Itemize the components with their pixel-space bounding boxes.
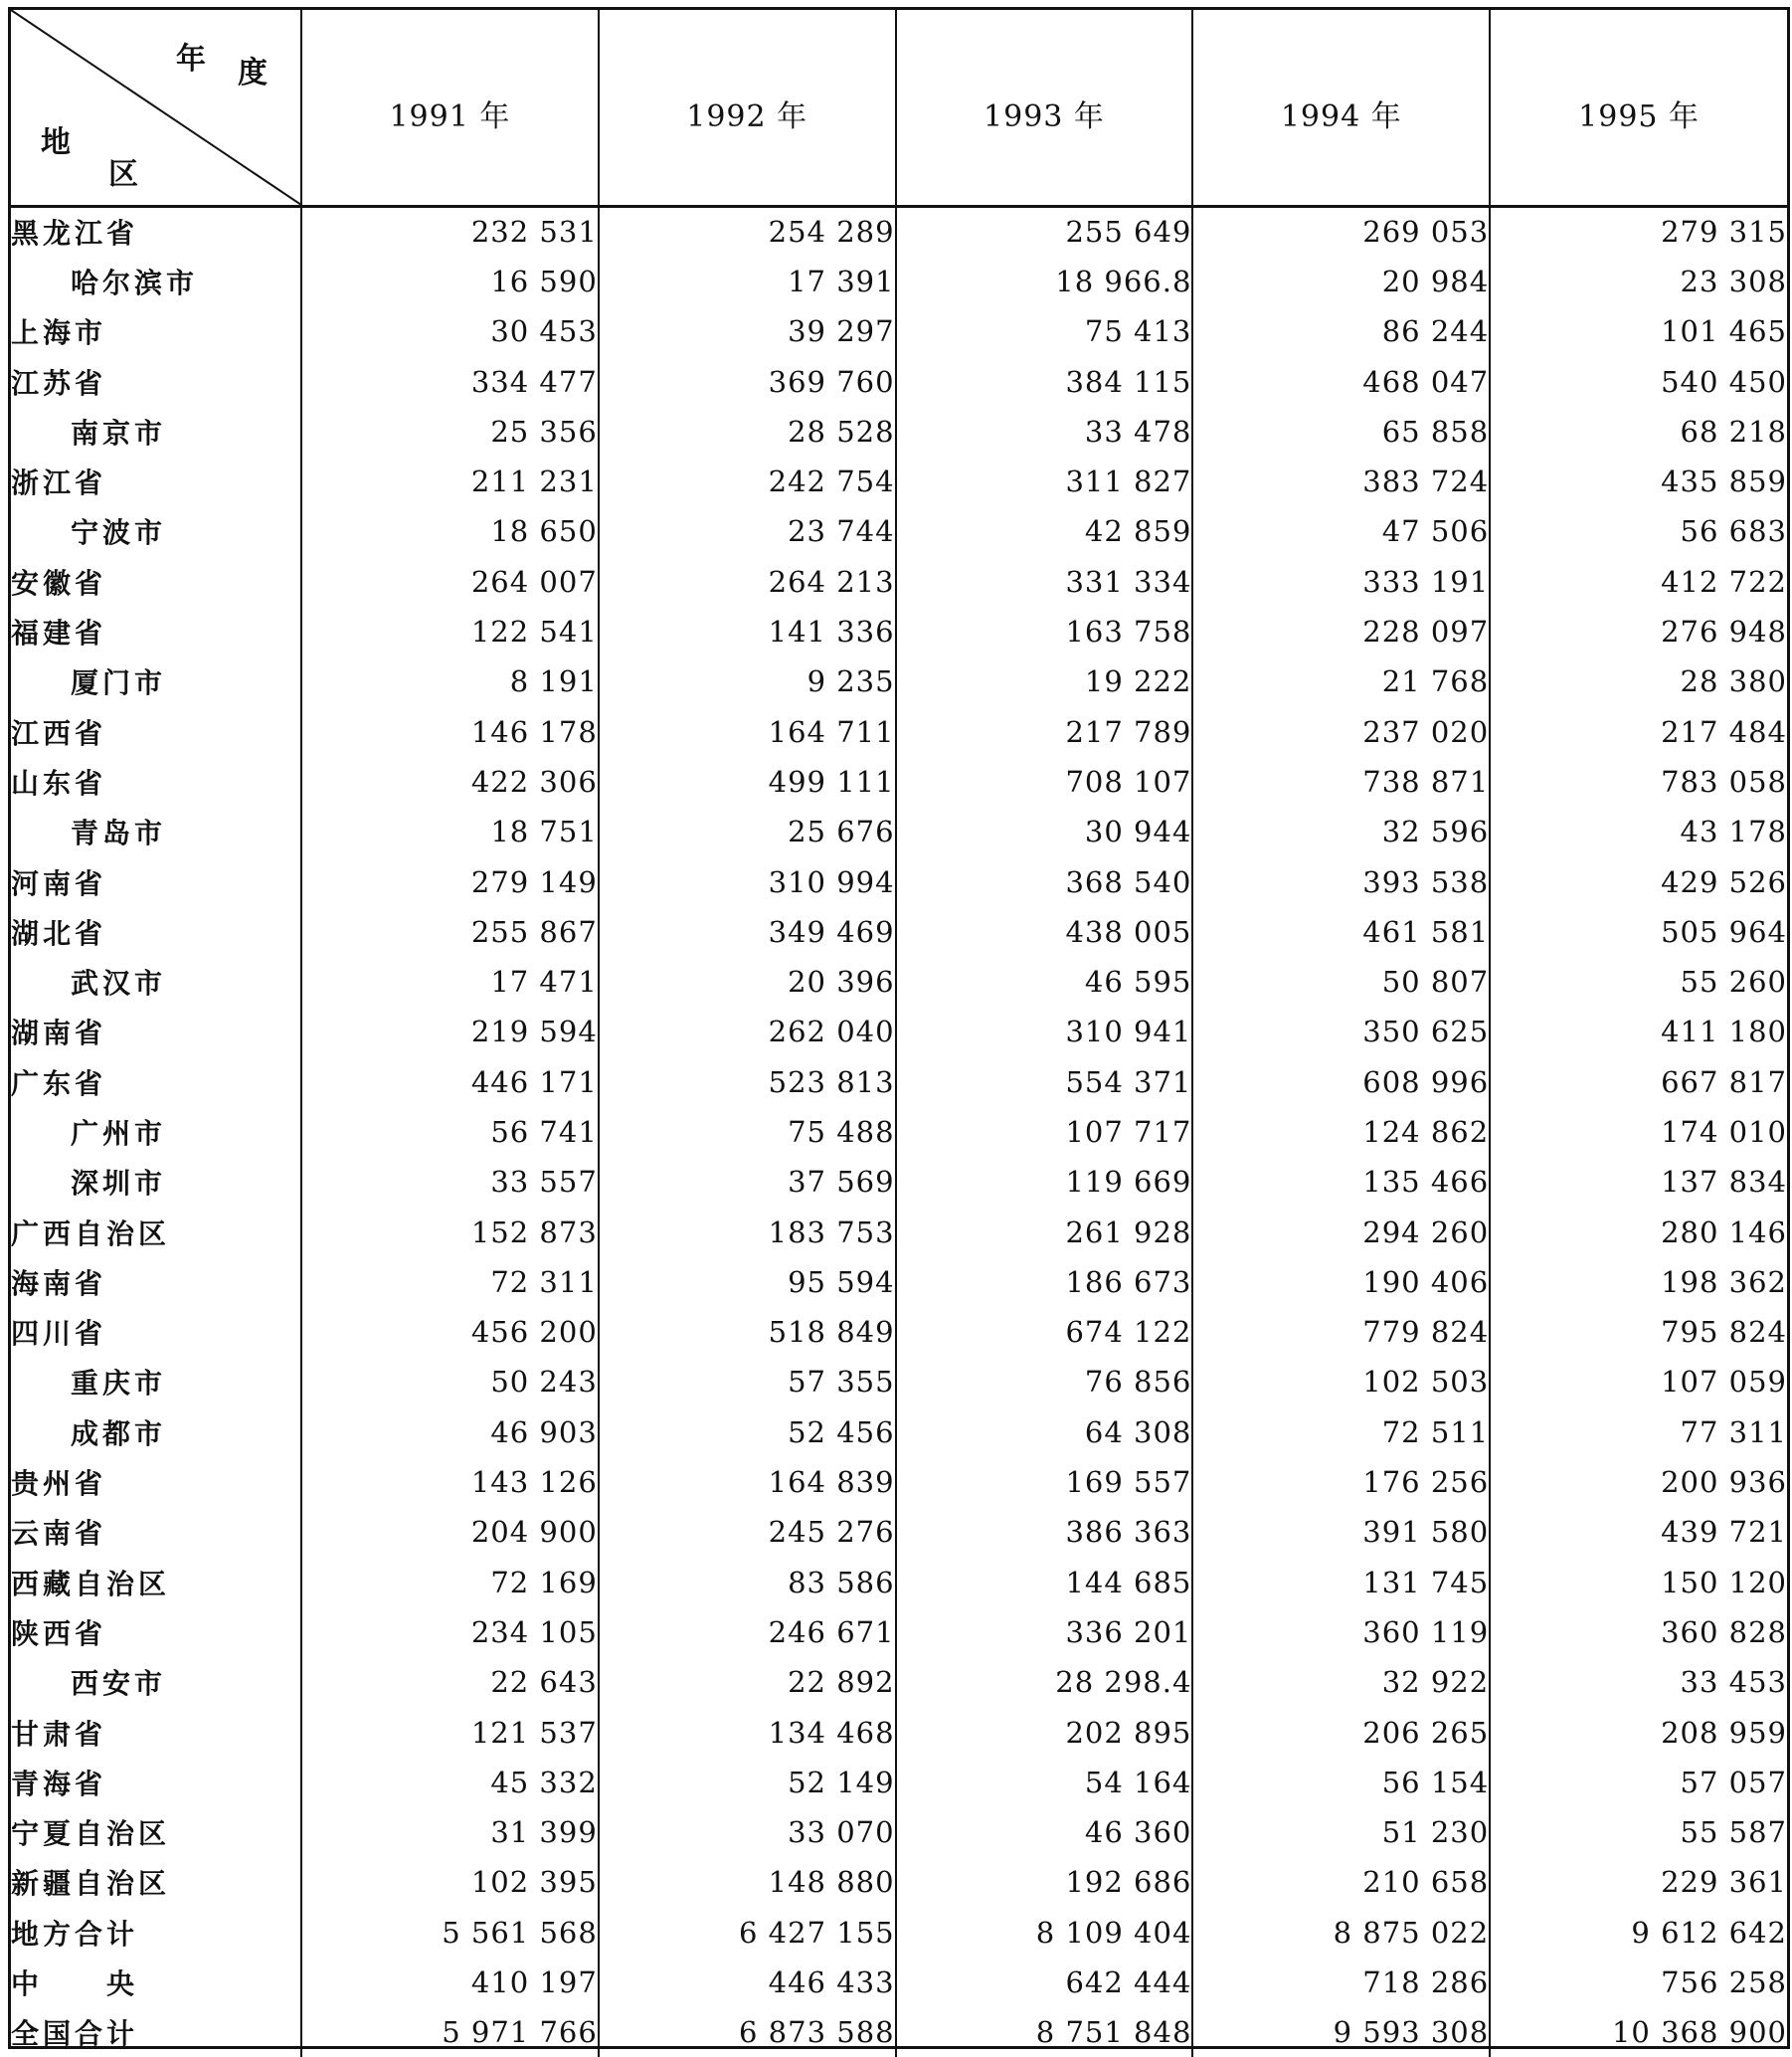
value-cell: 206 265	[1192, 1707, 1490, 1757]
table-row	[11, 257, 1787, 306]
value-cell: 20 984	[1192, 257, 1490, 306]
value-cell: 30 453	[301, 306, 599, 356]
year-header-1991	[301, 10, 599, 207]
value-cell: 9 593 308	[1192, 2007, 1490, 2057]
value-cell: 33 557	[301, 1157, 599, 1207]
value-cell: 505 964	[1490, 907, 1787, 957]
year-label: 1995 年	[1491, 10, 1787, 135]
value-cell: 37 569	[599, 1157, 896, 1207]
table-row	[11, 1857, 1787, 1907]
table-row	[11, 207, 1787, 257]
value-cell: 446 433	[599, 1958, 896, 2007]
table-row	[11, 1558, 1787, 1607]
value-cell: 176 256	[1192, 1457, 1490, 1507]
table-row	[11, 1057, 1787, 1107]
table-body	[11, 207, 1787, 2057]
value-cell: 152 873	[301, 1207, 599, 1256]
value-cell: 50 243	[301, 1357, 599, 1406]
value-cell: 756 258	[1490, 1958, 1787, 2007]
table-row	[11, 457, 1787, 506]
year-label: 1994 年	[1193, 10, 1489, 135]
value-cell: 19 222	[896, 656, 1193, 706]
region-name-cell: 武汉市	[11, 957, 301, 1007]
table-row	[11, 607, 1787, 656]
value-cell: 217 789	[896, 706, 1193, 756]
value-cell: 42 859	[896, 506, 1193, 556]
value-cell: 31 399	[301, 1807, 599, 1857]
value-cell: 795 824	[1490, 1307, 1787, 1357]
table-row	[11, 1457, 1787, 1507]
region-name-cell: 广西自治区	[11, 1207, 301, 1256]
table-row	[11, 907, 1787, 957]
value-cell: 446 171	[301, 1057, 599, 1107]
value-cell: 75 413	[896, 306, 1193, 356]
value-cell: 310 941	[896, 1007, 1193, 1056]
region-name-cell: 贵州省	[11, 1457, 301, 1507]
value-cell: 95 594	[599, 1257, 896, 1307]
value-cell: 264 007	[301, 557, 599, 607]
value-cell: 8 191	[301, 656, 599, 706]
value-cell: 76 856	[896, 1357, 1193, 1406]
value-cell: 22 643	[301, 1657, 599, 1707]
corner-year-label-2: 度	[238, 48, 268, 92]
value-cell: 255 649	[896, 207, 1193, 257]
value-cell: 192 686	[896, 1857, 1193, 1907]
value-cell: 72 311	[301, 1257, 599, 1307]
value-cell: 228 097	[1192, 607, 1490, 656]
value-cell: 141 336	[599, 607, 896, 656]
value-cell: 22 892	[599, 1657, 896, 1707]
region-name-cell: 全国合计	[11, 2007, 301, 2057]
table-row	[11, 1908, 1787, 1958]
value-cell: 122 541	[301, 607, 599, 656]
table-row	[11, 1707, 1787, 1757]
year-label: 1993 年	[897, 10, 1192, 135]
value-cell: 499 111	[599, 757, 896, 807]
table-row	[11, 1758, 1787, 1807]
value-cell: 554 371	[896, 1057, 1193, 1107]
value-cell: 237 020	[1192, 706, 1490, 756]
value-cell: 16 590	[301, 257, 599, 306]
table-row	[11, 1007, 1787, 1056]
value-cell: 540 450	[1490, 356, 1787, 406]
value-cell: 21 768	[1192, 656, 1490, 706]
value-cell: 86 244	[1192, 306, 1490, 356]
value-cell: 56 683	[1490, 506, 1787, 556]
value-cell: 779 824	[1192, 1307, 1490, 1357]
value-cell: 55 260	[1490, 957, 1787, 1007]
region-name-cell: 湖南省	[11, 1007, 301, 1056]
corner-region-label-1: 地	[41, 117, 71, 161]
value-cell: 56 741	[301, 1107, 599, 1157]
value-cell: 9 235	[599, 656, 896, 706]
table-row	[11, 706, 1787, 756]
value-cell: 43 178	[1490, 807, 1787, 856]
value-cell: 135 466	[1192, 1157, 1490, 1207]
region-name-cell: 西藏自治区	[11, 1558, 301, 1607]
region-name-cell: 宁波市	[11, 506, 301, 556]
value-cell: 18 650	[301, 506, 599, 556]
value-cell: 208 959	[1490, 1707, 1787, 1757]
value-cell: 186 673	[896, 1257, 1193, 1307]
year-header-1995	[1490, 10, 1787, 207]
value-cell: 25 676	[599, 807, 896, 856]
value-cell: 102 503	[1192, 1357, 1490, 1406]
value-cell: 72 169	[301, 1558, 599, 1607]
value-cell: 279 149	[301, 856, 599, 906]
region-name-cell: 山东省	[11, 757, 301, 807]
region-name-cell: 福建省	[11, 607, 301, 656]
region-name-cell: 陕西省	[11, 1607, 301, 1657]
table-row	[11, 1507, 1787, 1557]
region-name-cell: 云南省	[11, 1507, 301, 1557]
table-row	[11, 1257, 1787, 1307]
region-name-cell: 厦门市	[11, 656, 301, 706]
value-cell: 422 306	[301, 757, 599, 807]
region-name-cell: 甘肃省	[11, 1707, 301, 1757]
value-cell: 30 944	[896, 807, 1193, 856]
value-cell: 255 867	[301, 907, 599, 957]
region-name-cell: 西安市	[11, 1657, 301, 1707]
value-cell: 232 531	[301, 207, 599, 257]
value-cell: 391 580	[1192, 1507, 1490, 1557]
value-cell: 360 828	[1490, 1607, 1787, 1657]
value-cell: 217 484	[1490, 706, 1787, 756]
region-name-cell: 哈尔滨市	[11, 257, 301, 306]
corner-year-label-1: 年	[176, 34, 206, 78]
corner-header-cell	[11, 10, 301, 207]
value-cell: 384 115	[896, 356, 1193, 406]
corner-diagonal-line	[11, 10, 301, 205]
table-row	[11, 557, 1787, 607]
value-cell: 102 395	[301, 1857, 599, 1907]
value-cell: 23 308	[1490, 257, 1787, 306]
region-name-cell: 上海市	[11, 306, 301, 356]
region-name-cell: 江西省	[11, 706, 301, 756]
value-cell: 242 754	[599, 457, 896, 506]
region-name-cell: 南京市	[11, 407, 301, 457]
value-cell: 5 971 766	[301, 2007, 599, 2057]
table-row	[11, 1157, 1787, 1207]
value-cell: 369 760	[599, 356, 896, 406]
year-label: 1992 年	[600, 10, 895, 135]
value-cell: 204 900	[301, 1507, 599, 1557]
value-cell: 55 587	[1490, 1807, 1787, 1857]
table-row	[11, 656, 1787, 706]
value-cell: 83 586	[599, 1558, 896, 1607]
value-cell: 336 201	[896, 1607, 1193, 1657]
value-cell: 101 465	[1490, 306, 1787, 356]
value-cell: 310 994	[599, 856, 896, 906]
region-name-cell: 中 央	[11, 1958, 301, 2007]
value-cell: 18 966.8	[896, 257, 1193, 306]
value-cell: 412 722	[1490, 557, 1787, 607]
value-cell: 200 936	[1490, 1457, 1787, 1507]
table-row	[11, 1107, 1787, 1157]
value-cell: 52 456	[599, 1407, 896, 1457]
region-name-cell: 浙江省	[11, 457, 301, 506]
region-name-cell: 四川省	[11, 1307, 301, 1357]
value-cell: 39 297	[599, 306, 896, 356]
value-cell: 438 005	[896, 907, 1193, 957]
value-cell: 8 875 022	[1192, 1908, 1490, 1958]
value-cell: 148 880	[599, 1857, 896, 1907]
value-cell: 137 834	[1490, 1157, 1787, 1207]
value-cell: 164 839	[599, 1457, 896, 1507]
value-cell: 642 444	[896, 1958, 1193, 2007]
table-row	[11, 1207, 1787, 1256]
region-name-cell: 青岛市	[11, 807, 301, 856]
value-cell: 393 538	[1192, 856, 1490, 906]
value-cell: 18 751	[301, 807, 599, 856]
value-cell: 190 406	[1192, 1257, 1490, 1307]
value-cell: 9 612 642	[1490, 1908, 1787, 1958]
value-cell: 708 107	[896, 757, 1193, 807]
value-cell: 8 109 404	[896, 1908, 1193, 1958]
value-cell: 121 537	[301, 1707, 599, 1757]
table-row	[11, 1357, 1787, 1406]
value-cell: 5 561 568	[301, 1908, 599, 1958]
value-cell: 28 528	[599, 407, 896, 457]
region-name-cell: 地方合计	[11, 1908, 301, 1958]
value-cell: 57 057	[1490, 1758, 1787, 1807]
value-cell: 32 596	[1192, 807, 1490, 856]
value-cell: 56 154	[1192, 1758, 1490, 1807]
value-cell: 107 717	[896, 1107, 1193, 1157]
value-cell: 64 308	[896, 1407, 1193, 1457]
value-cell: 429 526	[1490, 856, 1787, 906]
region-name-cell: 深圳市	[11, 1157, 301, 1207]
value-cell: 368 540	[896, 856, 1193, 906]
value-cell: 25 356	[301, 407, 599, 457]
table-row	[11, 957, 1787, 1007]
region-name-cell: 重庆市	[11, 1357, 301, 1406]
table-row	[11, 807, 1787, 856]
value-cell: 674 122	[896, 1307, 1193, 1357]
year-header-1994	[1192, 10, 1490, 207]
value-cell: 8 751 848	[896, 2007, 1193, 2057]
value-cell: 608 996	[1192, 1057, 1490, 1107]
value-cell: 229 361	[1490, 1857, 1787, 1907]
value-cell: 134 468	[599, 1707, 896, 1757]
value-cell: 57 355	[599, 1357, 896, 1406]
value-cell: 50 807	[1192, 957, 1490, 1007]
value-cell: 276 948	[1490, 607, 1787, 656]
value-cell: 68 218	[1490, 407, 1787, 457]
value-cell: 246 671	[599, 1607, 896, 1657]
table-row	[11, 856, 1787, 906]
year-header-1992	[599, 10, 896, 207]
value-cell: 6 873 588	[599, 2007, 896, 2057]
value-cell: 523 813	[599, 1057, 896, 1107]
table-row	[11, 1407, 1787, 1457]
value-cell: 77 311	[1490, 1407, 1787, 1457]
value-cell: 72 511	[1192, 1407, 1490, 1457]
value-cell: 333 191	[1192, 557, 1490, 607]
table-row	[11, 757, 1787, 807]
value-cell: 174 010	[1490, 1107, 1787, 1157]
value-cell: 435 859	[1490, 457, 1787, 506]
value-cell: 667 817	[1490, 1057, 1787, 1107]
value-cell: 144 685	[896, 1558, 1193, 1607]
value-cell: 461 581	[1192, 907, 1490, 957]
value-cell: 45 332	[301, 1758, 599, 1807]
value-cell: 164 711	[599, 706, 896, 756]
region-name-cell: 河南省	[11, 856, 301, 906]
value-cell: 47 506	[1192, 506, 1490, 556]
value-cell: 198 362	[1490, 1257, 1787, 1307]
value-cell: 33 070	[599, 1807, 896, 1857]
value-cell: 20 396	[599, 957, 896, 1007]
value-cell: 33 453	[1490, 1657, 1787, 1707]
region-name-cell: 广东省	[11, 1057, 301, 1107]
value-cell: 254 289	[599, 207, 896, 257]
regional-data-table	[11, 10, 1787, 2057]
value-cell: 75 488	[599, 1107, 896, 1157]
year-label: 1991 年	[302, 10, 598, 135]
value-cell: 202 895	[896, 1707, 1193, 1757]
value-cell: 350 625	[1192, 1007, 1490, 1056]
table-row	[11, 407, 1787, 457]
value-cell: 51 230	[1192, 1807, 1490, 1857]
value-cell: 46 595	[896, 957, 1193, 1007]
value-cell: 738 871	[1192, 757, 1490, 807]
value-cell: 219 594	[301, 1007, 599, 1056]
value-cell: 143 126	[301, 1457, 599, 1507]
value-cell: 331 334	[896, 557, 1193, 607]
value-cell: 150 120	[1490, 1558, 1787, 1607]
value-cell: 23 744	[599, 506, 896, 556]
table-row	[11, 306, 1787, 356]
value-cell: 261 928	[896, 1207, 1193, 1256]
value-cell: 131 745	[1192, 1558, 1490, 1607]
value-cell: 46 903	[301, 1407, 599, 1457]
table-row	[11, 1307, 1787, 1357]
value-cell: 119 669	[896, 1157, 1193, 1207]
value-cell: 468 047	[1192, 356, 1490, 406]
value-cell: 518 849	[599, 1307, 896, 1357]
value-cell: 163 758	[896, 607, 1193, 656]
region-name-cell: 安徽省	[11, 557, 301, 607]
value-cell: 107 059	[1490, 1357, 1787, 1406]
value-cell: 169 557	[896, 1457, 1193, 1507]
value-cell: 183 753	[599, 1207, 896, 1256]
value-cell: 311 827	[896, 457, 1193, 506]
value-cell: 54 164	[896, 1758, 1193, 1807]
table-row	[11, 356, 1787, 406]
value-cell: 6 427 155	[599, 1908, 896, 1958]
value-cell: 262 040	[599, 1007, 896, 1056]
region-name-cell: 成都市	[11, 1407, 301, 1457]
value-cell: 411 180	[1490, 1007, 1787, 1056]
region-name-cell: 湖北省	[11, 907, 301, 957]
table-row	[11, 1607, 1787, 1657]
value-cell: 28 298.4	[896, 1657, 1193, 1707]
value-cell: 146 178	[301, 706, 599, 756]
value-cell: 211 231	[301, 457, 599, 506]
value-cell: 349 469	[599, 907, 896, 957]
value-cell: 210 658	[1192, 1857, 1490, 1907]
value-cell: 439 721	[1490, 1507, 1787, 1557]
region-name-cell: 黑龙江省	[11, 207, 301, 257]
region-name-cell: 江苏省	[11, 356, 301, 406]
value-cell: 783 058	[1490, 757, 1787, 807]
corner-region-label-2: 区	[108, 149, 138, 193]
region-name-cell: 广州市	[11, 1107, 301, 1157]
value-cell: 334 477	[301, 356, 599, 406]
value-cell: 360 119	[1192, 1607, 1490, 1657]
value-cell: 456 200	[301, 1307, 599, 1357]
region-name-cell: 青海省	[11, 1758, 301, 1807]
value-cell: 17 391	[599, 257, 896, 306]
value-cell: 46 360	[896, 1807, 1193, 1857]
value-cell: 264 213	[599, 557, 896, 607]
value-cell: 410 197	[301, 1958, 599, 2007]
region-name-cell: 新疆自治区	[11, 1857, 301, 1907]
value-cell: 124 862	[1192, 1107, 1490, 1157]
value-cell: 386 363	[896, 1507, 1193, 1557]
value-cell: 17 471	[301, 957, 599, 1007]
value-cell: 245 276	[599, 1507, 896, 1557]
statistics-table-frame	[8, 7, 1790, 2049]
header-row	[11, 10, 1787, 207]
table-row	[11, 506, 1787, 556]
region-name-cell: 宁夏自治区	[11, 1807, 301, 1857]
value-cell: 28 380	[1490, 656, 1787, 706]
table-row	[11, 2007, 1787, 2057]
table-row	[11, 1807, 1787, 1857]
value-cell: 52 149	[599, 1758, 896, 1807]
value-cell: 269 053	[1192, 207, 1490, 257]
table-row	[11, 1958, 1787, 2007]
value-cell: 383 724	[1192, 457, 1490, 506]
region-name-cell: 海南省	[11, 1257, 301, 1307]
value-cell: 32 922	[1192, 1657, 1490, 1707]
value-cell: 280 146	[1490, 1207, 1787, 1256]
value-cell: 294 260	[1192, 1207, 1490, 1256]
value-cell: 33 478	[896, 407, 1193, 457]
value-cell: 234 105	[301, 1607, 599, 1657]
value-cell: 718 286	[1192, 1958, 1490, 2007]
value-cell: 279 315	[1490, 207, 1787, 257]
value-cell: 65 858	[1192, 407, 1490, 457]
value-cell: 10 368 900	[1490, 2007, 1787, 2057]
year-header-1993	[896, 10, 1193, 207]
table-row	[11, 1657, 1787, 1707]
